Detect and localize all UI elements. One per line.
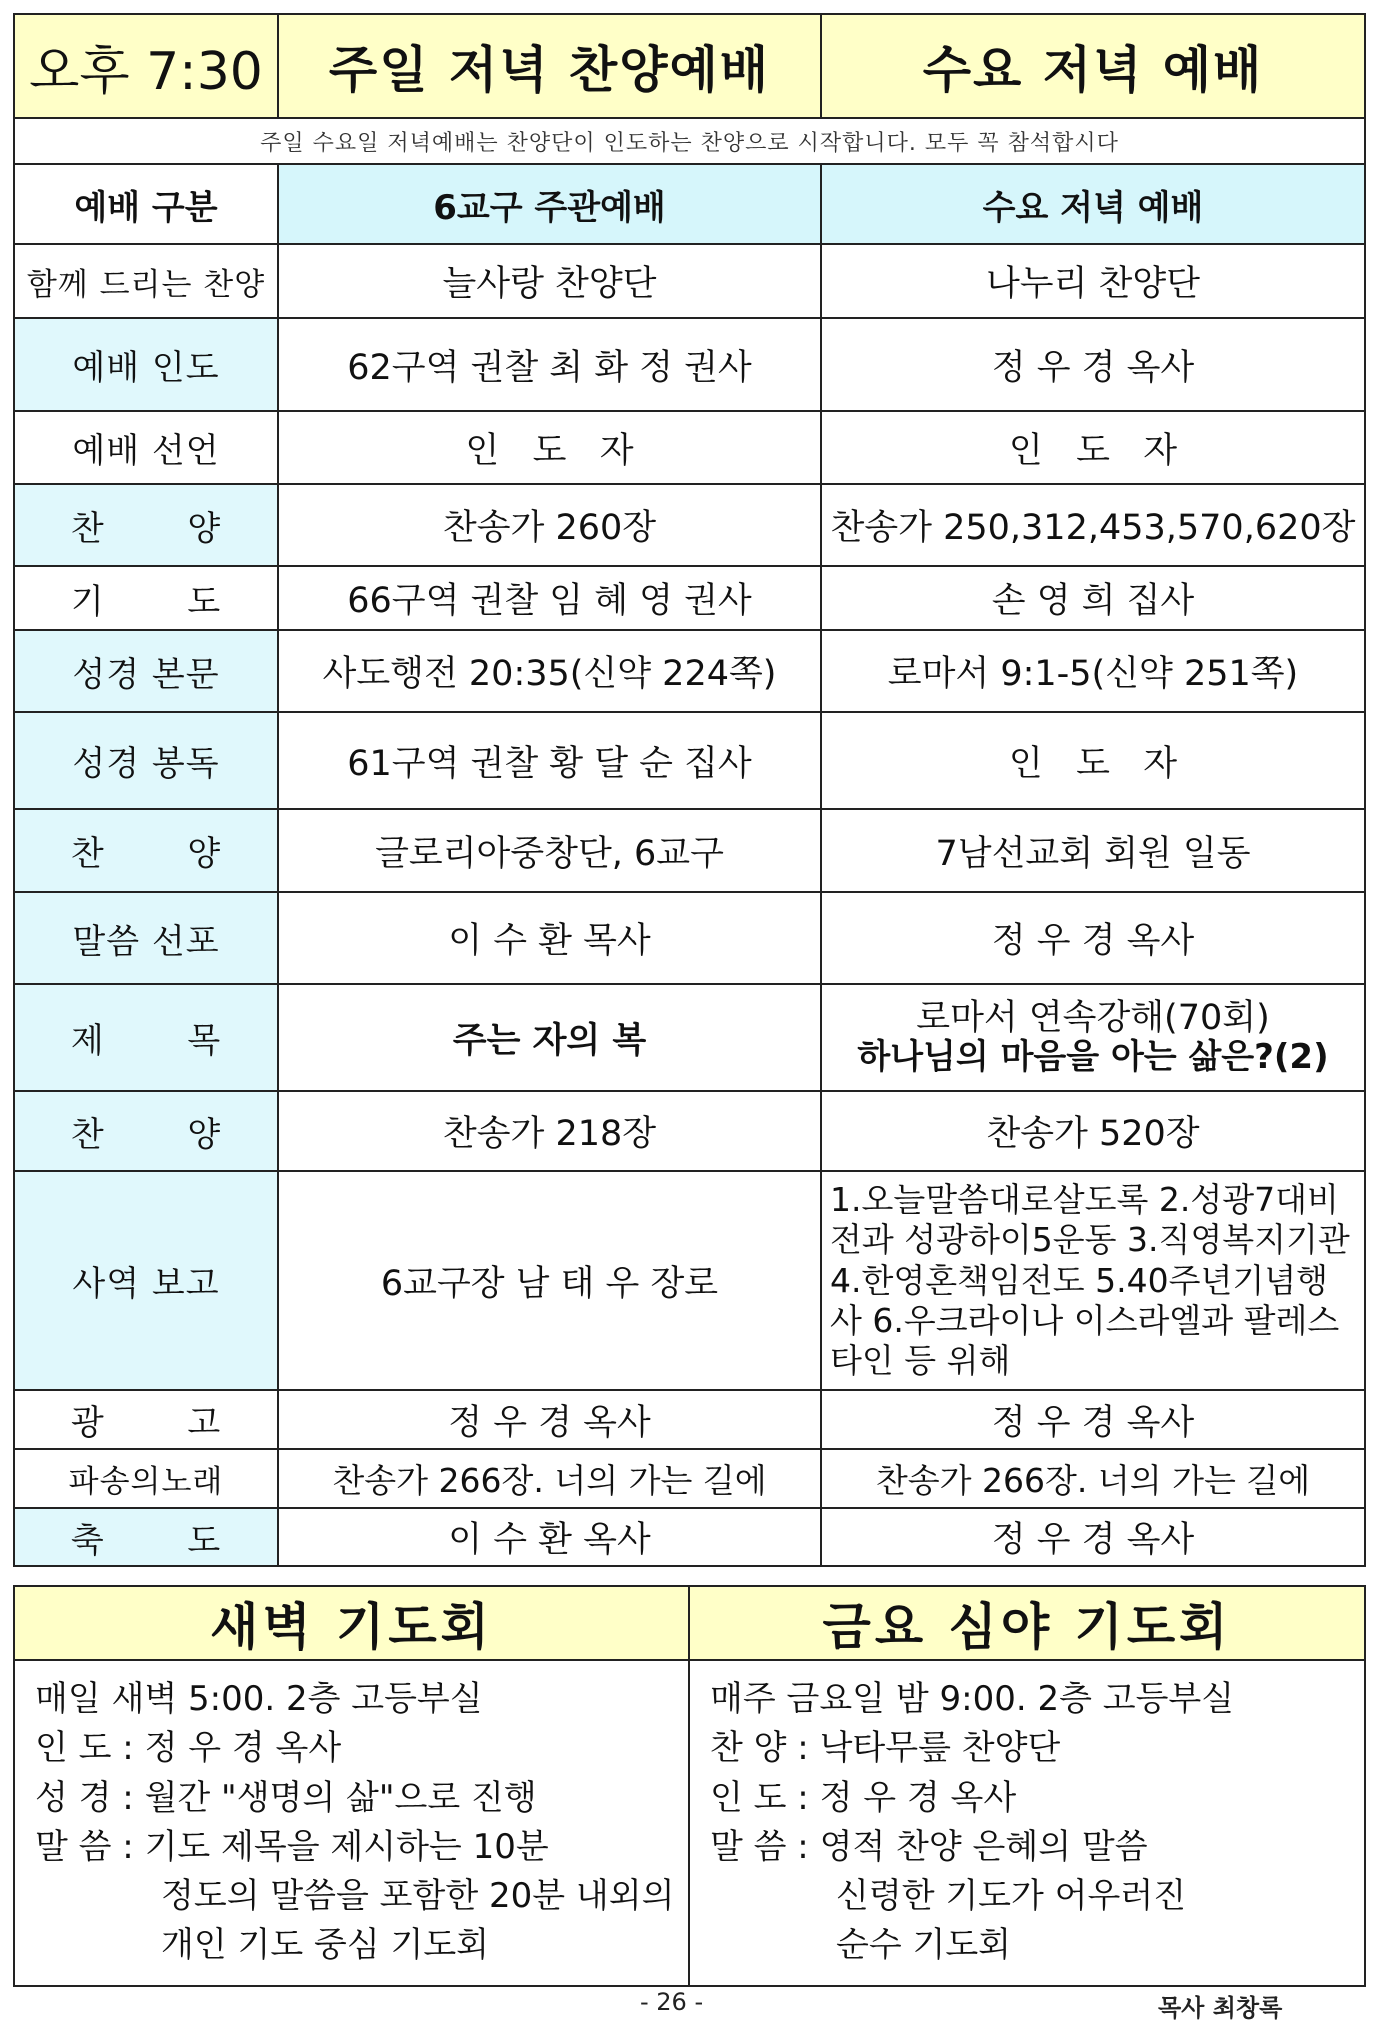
row-label: 기 도 xyxy=(14,566,278,630)
sunday-cell: 인 도 자 xyxy=(278,411,821,484)
row-label: 축 도 xyxy=(14,1508,278,1566)
notice-text: 주일 수요일 저녁예배는 찬양단이 인도하는 찬양으로 시작합니다. 모두 꼭 참석합시다 xyxy=(14,118,1365,164)
wednesday-cell: 나누리 찬양단 xyxy=(821,244,1365,318)
friday-line: 인 도 : 정 우 경 옥사 xyxy=(710,1777,1017,1818)
prayer-meeting-table xyxy=(13,1585,1366,1987)
table-row xyxy=(14,892,1365,984)
table-row xyxy=(14,566,1365,630)
row-label: 성경 본문 xyxy=(14,630,278,712)
header-row xyxy=(14,14,1365,118)
friday-line: 매주 금요일 밤 9:00. 2층 고등부실 xyxy=(710,1679,1235,1719)
sunday-cell: 정 우 경 옥사 xyxy=(278,1390,821,1449)
table-row xyxy=(14,712,1365,809)
sunday-cell: 이 수 환 목사 xyxy=(278,892,821,984)
row-label: 파송의노래 xyxy=(14,1449,278,1508)
wednesday-cell: 찬송가 250,312,453,570,620장 xyxy=(821,484,1365,566)
prayer-body-row xyxy=(14,1660,1365,1986)
row-label: 사역 보고 xyxy=(14,1171,278,1390)
table-row xyxy=(14,984,1365,1091)
wednesday-cell: 로마서 9:1-5(신약 251쪽) xyxy=(821,630,1365,712)
dawn-line: 매일 새벽 5:00. 2층 고등부실 xyxy=(35,1679,483,1719)
row-label: 찬 양 xyxy=(14,1091,278,1171)
dawn-line: 성 경 : 월간 "생명의 삶"으로 진행 xyxy=(35,1777,537,1818)
table-row xyxy=(14,1091,1365,1171)
page-number: - 26 - xyxy=(640,1988,704,2016)
dawn-line: 정도의 말씀을 포함한 20분 내외의 xyxy=(161,1876,675,1917)
notice-row xyxy=(14,118,1365,164)
friday-prayer-title: 금요 심야 기도회 xyxy=(689,1586,1365,1660)
wednesday-cell: 인 도 자 xyxy=(821,411,1365,484)
category-header: 예배 구분 xyxy=(14,164,278,244)
sunday-cell: 이 수 환 옥사 xyxy=(278,1508,821,1566)
row-label: 말씀 선포 xyxy=(14,892,278,984)
wednesday-cell: 7남선교회 회원 일동 xyxy=(821,809,1365,892)
wednesday-cell: 인 도 자 xyxy=(821,712,1365,809)
sermon-title-wednesday xyxy=(821,984,1365,1091)
dawn-line: 인 도 : 정 우 경 옥사 xyxy=(35,1728,342,1769)
friday-line: 찬 양 : 낙타무릎 찬양단 xyxy=(710,1728,1061,1769)
dawn-line: 말 씀 : 기도 제목을 제시하는 10분 xyxy=(35,1826,549,1867)
sunday-cell: 찬송가 260장 xyxy=(278,484,821,566)
friday-line: 신령한 기도가 어우러진 xyxy=(836,1876,1187,1917)
wednesday-cell: 정 우 경 옥사 xyxy=(821,892,1365,984)
sunday-cell: 글로리아중창단, 6교구 xyxy=(278,809,821,892)
row-label: 예배 인도 xyxy=(14,318,278,411)
sunday-cell: 6교구장 남 태 우 장로 xyxy=(278,1171,821,1390)
table-row xyxy=(14,809,1365,892)
wednesday-cell: 정 우 경 옥사 xyxy=(821,1508,1365,1566)
sunday-column-header: 6교구 주관예배 xyxy=(278,164,821,244)
table-row xyxy=(14,244,1365,318)
sunday-cell: 66구역 권찰 임 혜 영 권사 xyxy=(278,566,821,630)
table-row xyxy=(14,318,1365,411)
worship-schedule-table xyxy=(13,13,1366,1567)
wednesday-title: 수요 저녁 예배 xyxy=(821,14,1365,118)
sermon-subtitle: 하나님의 마음을 아는 삶은?(2) xyxy=(857,1037,1329,1078)
wednesday-column-header: 수요 저녁 예배 xyxy=(821,164,1365,244)
row-label: 찬 양 xyxy=(14,484,278,566)
dawn-line: 개인 기도 중심 기도회 xyxy=(161,1925,490,1966)
row-label: 제 목 xyxy=(14,984,278,1091)
sunday-cell: 62구역 권찰 최 화 정 권사 xyxy=(278,318,821,411)
table-row xyxy=(14,1508,1365,1566)
table-row xyxy=(14,1171,1365,1390)
row-label: 찬 양 xyxy=(14,809,278,892)
time-cell: 오후 7:30 xyxy=(14,14,278,118)
wednesday-cell: 정 우 경 옥사 xyxy=(821,318,1365,411)
wednesday-cell: 찬송가 266장. 너의 가는 길에 xyxy=(821,1449,1365,1508)
sermon-title-sunday: 주는 자의 복 xyxy=(278,984,821,1091)
row-label: 성경 봉독 xyxy=(14,712,278,809)
wednesday-cell: 손 영 희 집사 xyxy=(821,566,1365,630)
table-row xyxy=(14,411,1365,484)
sunday-cell: 61구역 권찰 황 달 순 집사 xyxy=(278,712,821,809)
row-label: 함께 드리는 찬양 xyxy=(14,244,278,318)
author-signature: 목사 최창록 xyxy=(1158,1994,1283,2022)
sermon-series: 로마서 연속강해(70회) xyxy=(916,997,1270,1038)
table-row xyxy=(14,630,1365,712)
row-label: 예배 선언 xyxy=(14,411,278,484)
dawn-prayer-details xyxy=(14,1660,689,1986)
friday-line: 말 씀 : 영적 찬양 은혜의 말씀 xyxy=(710,1826,1148,1867)
wednesday-cell: 정 우 경 옥사 xyxy=(821,1390,1365,1449)
table-row xyxy=(14,1390,1365,1449)
sunday-cell: 사도행전 20:35(신약 224쪽) xyxy=(278,630,821,712)
friday-prayer-details xyxy=(689,1660,1365,1986)
table-row xyxy=(14,1449,1365,1508)
column-header-row xyxy=(14,164,1365,244)
row-label: 광 고 xyxy=(14,1390,278,1449)
ministry-report: 1.오늘말씀대로살도록 2.성광7대비전과 성광하이5운동 3.직영복지기관 4.한영혼책임전도 5.40주년기념행사 6.우크라이나 이스라엘과 팔레스타인 등 위해 xyxy=(821,1171,1365,1390)
sunday-title: 주일 저녁 찬양예배 xyxy=(278,14,821,118)
friday-line: 순수 기도회 xyxy=(836,1925,1012,1966)
table-row xyxy=(14,484,1365,566)
dawn-prayer-title: 새벽 기도회 xyxy=(14,1586,689,1660)
sunday-cell: 찬송가 266장. 너의 가는 길에 xyxy=(278,1449,821,1508)
sunday-cell: 늘사랑 찬양단 xyxy=(278,244,821,318)
sunday-cell: 찬송가 218장 xyxy=(278,1091,821,1171)
wednesday-cell: 찬송가 520장 xyxy=(821,1091,1365,1171)
prayer-header-row xyxy=(14,1586,1365,1660)
